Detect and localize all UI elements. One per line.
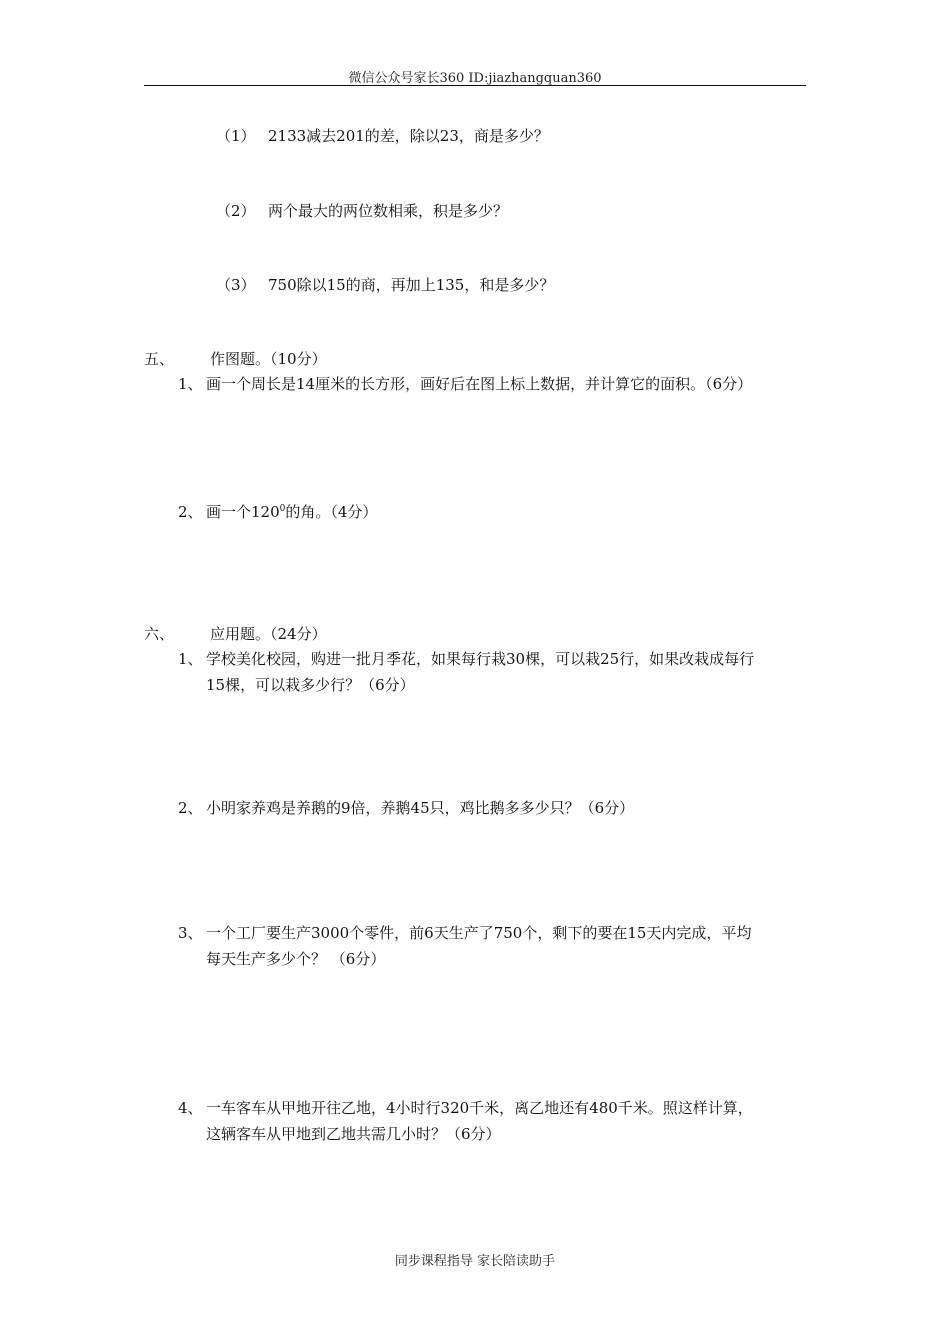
question-number: 2、 (178, 799, 203, 817)
question-number: 1、 (178, 650, 203, 668)
page-footer: 同步课程指导 家长陪读助手 (394, 1254, 556, 1269)
question-text: 画一个周长是14厘米的长方形，画好后在图上标上数据，并计算它的面积。（6分） (206, 375, 753, 393)
section-heading-application (144, 621, 327, 647)
sub-question (216, 198, 508, 224)
question-text-line: 一车客车从甲地开往乙地，4小时行320千米，离乙地还有480千米。照这样计算， (206, 1099, 753, 1117)
section-heading-drawing (144, 346, 327, 372)
header-divider (144, 85, 806, 86)
section-number: 五、 (144, 350, 175, 368)
sub-question-number: （2） (216, 202, 256, 220)
sub-question-text: 750除以15的商，再加上135，和是多少？ (268, 276, 555, 294)
question-text-line: 一个工厂要生产3000个零件，前6天生产了750个，剩下的要在15天内完成，平均 (206, 924, 752, 942)
sub-question (216, 272, 554, 298)
question-item (178, 646, 754, 698)
question-text-line: 小明家养鸡是养鹅的9倍，养鹅45只，鸡比鹅多多少只？（6分） (206, 799, 635, 817)
question-text-line: 这辆客车从甲地到乙地共需几小时？（6分） (206, 1125, 501, 1143)
question-number: 1、 (178, 375, 203, 393)
question-number: 3、 (178, 924, 203, 942)
sub-question-text: 2133减去201的差，除以23，商是多少？ (268, 127, 549, 145)
question-text-line: 15棵，可以栽多少行？（6分） (206, 676, 415, 694)
question-text-line: 每天生产多少个？ （6分） (206, 950, 386, 968)
sub-question (216, 123, 549, 149)
question-item (178, 795, 634, 821)
question-text-line: 学校美化校园，购进一批月季花，如果每行栽30棵，可以栽25行，如果改栽成每行 (206, 650, 755, 668)
question-item (178, 1095, 753, 1147)
sub-question-number: （3） (216, 276, 256, 294)
page-header: 微信公众号家长360 ID:jiazhangquan360 (348, 71, 602, 86)
degree-superscript: 0 (279, 504, 286, 514)
question-item (178, 371, 752, 397)
section-title: 应用题。（24分） (210, 625, 327, 643)
question-number: 2、 (178, 503, 203, 521)
question-item (178, 920, 751, 972)
question-text: 的角。（4分） (285, 503, 378, 521)
sub-question-number: （1） (216, 127, 256, 145)
section-number: 六、 (144, 625, 175, 643)
sub-question-text: 两个最大的两位数相乘，积是多少？ (268, 202, 509, 220)
section-title: 作图题。（10分） (210, 350, 327, 368)
question-number: 4、 (178, 1099, 203, 1117)
question-text: 画一个120 (206, 503, 280, 521)
question-item (178, 496, 377, 525)
